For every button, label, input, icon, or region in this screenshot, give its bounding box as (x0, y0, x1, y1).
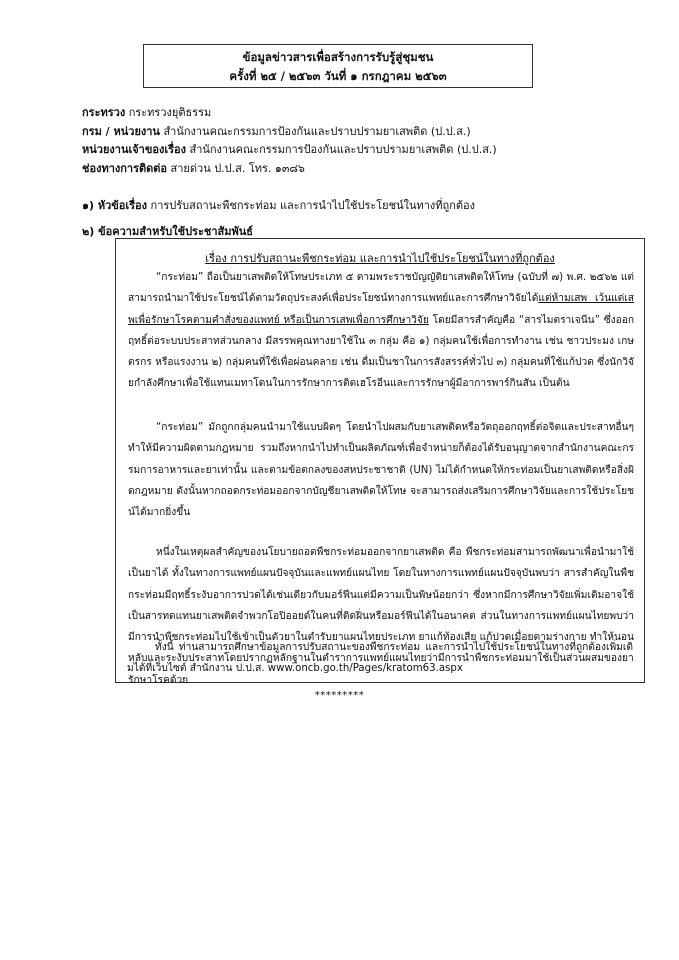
paragraph-4: ทั้งนี้ ท่านสามารถศึกษาข้อมูลการปรับสถานะของพืชกระท่อม และการนำไปใช้ประโยชน์ในทางที่ถูกต้องเพิ่มเติมได้ที่เว็บไซต์ สำนักงาน ป.ป.ส. www.oncb.go.th/Pages/kratom63.aspx (127, 642, 633, 675)
section-2-label: ๒) ข้อความสำหรับใช้ประชาสัมพันธ์ (82, 225, 253, 238)
end-marker: ********* (314, 690, 365, 701)
section-1 (82, 198, 475, 214)
contact-row (82, 160, 622, 179)
meta-info (82, 104, 622, 178)
ministry-value: กระทรวงยุติธรรม (128, 106, 212, 119)
paragraph-1-underlined: แต่ห้ามเสพ เว้นแต่เสพเพื่อรักษาโรคตามคำสั่งของแพทย์ หรือเป็นการเสพเพื่อการศึกษาวิจัย (128, 293, 634, 326)
paragraph-1-intro: “กระท่อม” ถือเป็นยาเสพติดให้โทษประเภท ๕ ตามพระราชบัญญัติยาเสพติดให้โทษ (ฉบับที่ ๗) พ.ศ. ๒๕๖๒ แต่สามารถนำมาใช้ประโยชน์ได้ตามวัตถุประสงค์เพื่อประโยชน์ทางการแพทย์และการศึกษาวิจัยได้ (128, 272, 634, 305)
owner-row (82, 141, 622, 160)
paragraph-1 (128, 267, 634, 395)
story-title: เรื่อง การปรับสถานะพืชกระท่อม และการนำไปใช้ประโยชน์ในทางที่ถูกต้อง (205, 252, 555, 265)
paragraph-1-rest: โดยมีสารสำคัญคือ “สารไมตราเจนีน” ซึ่งออกฤทธิ์ต่อระบบประสาทส่วนกลาง มีสรรพคุณทางยาใช้ใน ๓ กลุ่ม คือ ๑) กลุ่มคนใช้เพื่อการทำงาน เช่น ชาวประมง เกษตรกร หรือแรงงาน ๒) กลุ่มคนที่ใช้เพื่อผ่อนคลาย เช่น ดื่มเป็นชาในการสังสรรค์ทั่วไป ๓) กลุ่มคนที่ใช้แก้ปวด ซึ่งนักวิจัยกำลังศึกษาเพื่อใช้แทนเมทาโดนในการรักษาการติดเฮโรอีนและการรักษาผู้มีอาการพาร์กินสัน เป็นต้น (128, 314, 634, 390)
paragraph-3: หนึ่งในเหตุผลสำคัญของนโยบายถอดพืชกระท่อมออกจากยาเสพติด คือ พืชกระท่อมสามารถพัฒนาเพื่อนำมาใช้เป็นยาได้ ทั้งในทางการแพทย์แผนปัจจุบันและแพทย์แผนไทย โดยในทางการแพทย์แผนปัจจุบันพบว่า สารสำคัญในพืชกระท่อมมีฤทธิ์ระงับอาการปวดได้เช่นเดียวกับมอร์ฟีนแต่มีความเป็นพิษน้อยกว่า ซึ่งหากมีการศึกษาวิจัยเพิ่มเติมอาจใช้เป็นสารทดแทนยาเสพติดจำพวกโอปิออยด์ในคนที่ติดฝิ่นหรือมอร์ฟีนได้ในอนาคต ส่วนในทางการแพทย์แผนไทยพบว่ามีการนำพืชกระท่อมไปใช้เข้าเป็นตัวยาในตำรับยาแผนไทยประเภท ยาแก้ท้องเสีย แก้ปวดเมื่อยตามร่างกาย ทำให้นอนหลับและระงับประสาทโดยปรากฏหลักฐานในตำราการแพทย์แผนไทยว่ามีการนำพืชกระท่อมมาใช้เป็นส่วนผสมของยารักษาโรคด้วย (128, 547, 634, 686)
header-box (143, 44, 533, 88)
ministry-label: กระทรวง (82, 106, 126, 119)
department-label: กรม / หน่วยงาน (82, 124, 160, 138)
owner-label: หน่วยงานเจ้าของเรื่อง (82, 143, 186, 156)
ministry-row (82, 104, 622, 123)
section-1-text: การปรับสถานะพืชกระท่อม และการนำไปใช้ประโยชน์ในทางที่ถูกต้อง (150, 199, 475, 212)
department-row (82, 123, 622, 142)
document-title: ข้อมูลข่าวสารเพื่อสร้างการรับรู้สู่ชุมชน (242, 50, 434, 64)
section-1-label: ๑) หัวข้อเรื่อง (82, 199, 148, 212)
press-content-box (115, 238, 645, 686)
owner-value: สำนักงานคณะกรรมการป้องกันและปราบปรามยาเสพติด (ป.ป.ส.) (189, 143, 497, 156)
document-subtitle: ครั้งที่ ๒๕ / ๒๕๖๓ วันที่ ๑ กรกฎาคม ๒๕๖๓ (229, 69, 447, 83)
contact-label: ช่องทางการติดต่อ (82, 161, 168, 175)
paragraph-2: “กระท่อม” มักถูกกลุ่มคนนำมาใช้แบบผิดๆ โดยนำไปผสมกับยาเสพติดหรือวัตถุออกฤทธิ์ต่อจิตและประสาทอื่นๆ ทำให้มีความผิดตามกฎหมาย รวมถึงหากนำไปทำเป็นผลิตภัณฑ์เพื่อจำหน่ายก็ต้องได้รับอนุญาตจากสำนักงานคณะกรรมการอาหารและยาเท่านั้น และตามข้อตกลงของสหประชาชาติ (UN) ไม่ได้กำหนดให้กระท่อมเป็นยาเสพติดหรือสิ่งผิดกฎหมาย ดังนั้นหากถอดกระท่อมออกจากบัญชียาเสพติดให้โทษ จะสามารถส่งเสริมการศึกษาวิจัยและการใช้ประโยชน์ได้มากยิ่งขึ้น (128, 422, 634, 519)
contact-value: สายด่วน ป.ป.ส. โทร. ๑๓๘๖ (170, 161, 305, 175)
department-value: สำนักงานคณะกรรมการป้องกันและปราบปรามยาเสพติด (ป.ป.ส.) (163, 124, 471, 138)
